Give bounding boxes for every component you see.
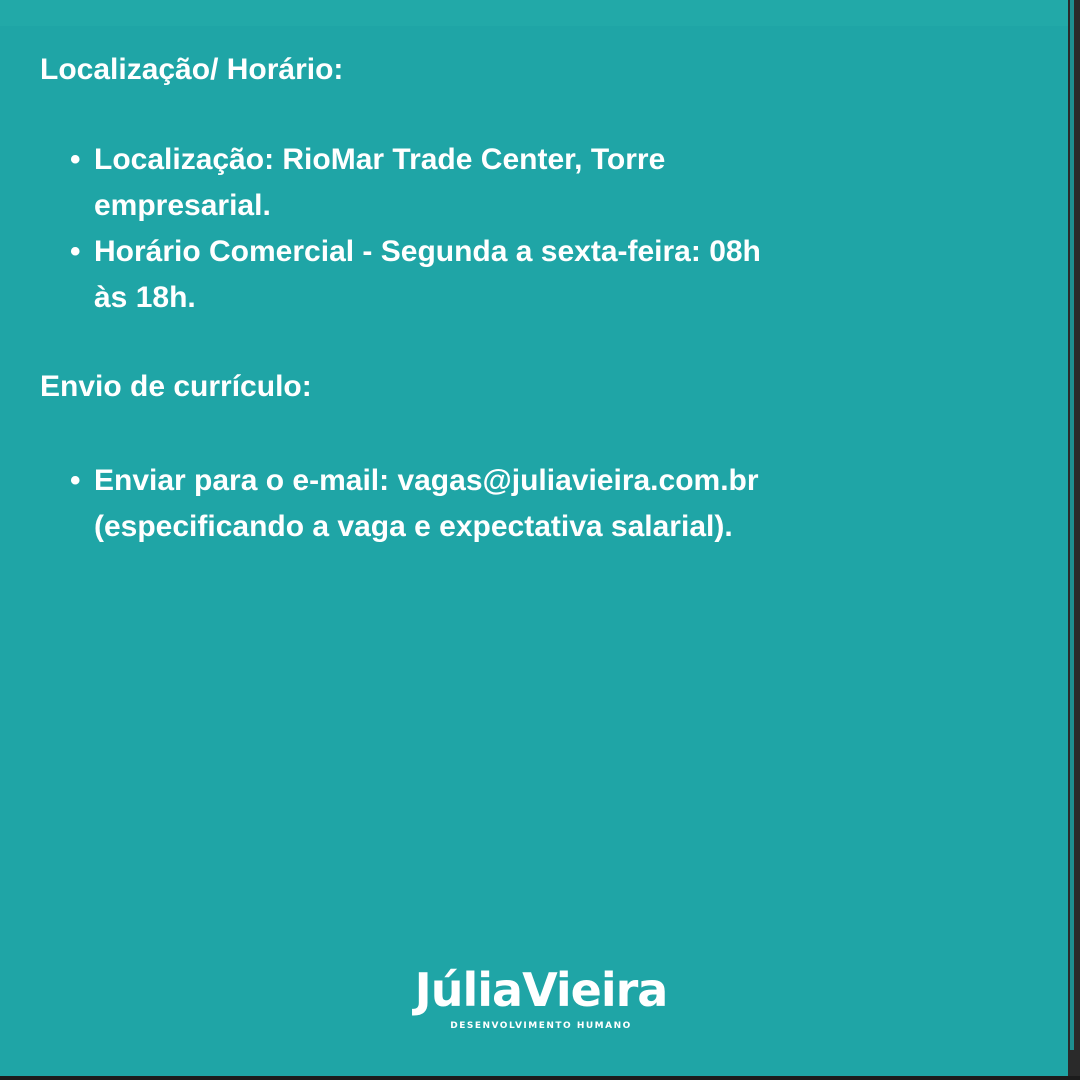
top-strip [0, 0, 1068, 26]
list-item-location [70, 137, 854, 229]
right-border-highlight [1070, 0, 1074, 1050]
location-hours-heading: Localização/ Horário: [40, 53, 344, 86]
logo-wordmark: JúliaVieira [414, 963, 668, 1017]
bullet-icon: • [70, 235, 81, 268]
location-line-2: empresarial. [94, 189, 271, 222]
hours-line-2: às 18h. [94, 281, 196, 314]
list-item-email [70, 458, 854, 550]
bottom-border [0, 1076, 1080, 1080]
logo-tagline: DESENVOLVIMENTO HUMANO [450, 1021, 632, 1031]
resume-list [70, 458, 854, 550]
location-line-1: Localização: RioMar Trade Center, Torre [94, 143, 666, 176]
list-item-hours [70, 229, 854, 321]
email-line-2: (especificando a vaga e expectativa salarial). [94, 510, 733, 543]
bullet-icon: • [70, 143, 81, 176]
location-hours-list [70, 137, 854, 321]
hours-line-1: Horário Comercial - Segunda a sexta-feira: 08h [94, 235, 761, 268]
bullet-icon: • [70, 464, 81, 497]
resume-heading: Envio de currículo: [40, 370, 312, 403]
email-line-1: Enviar para o e-mail: vagas@juliavieira.com.br [94, 464, 759, 497]
brand-logo [410, 962, 672, 1042]
